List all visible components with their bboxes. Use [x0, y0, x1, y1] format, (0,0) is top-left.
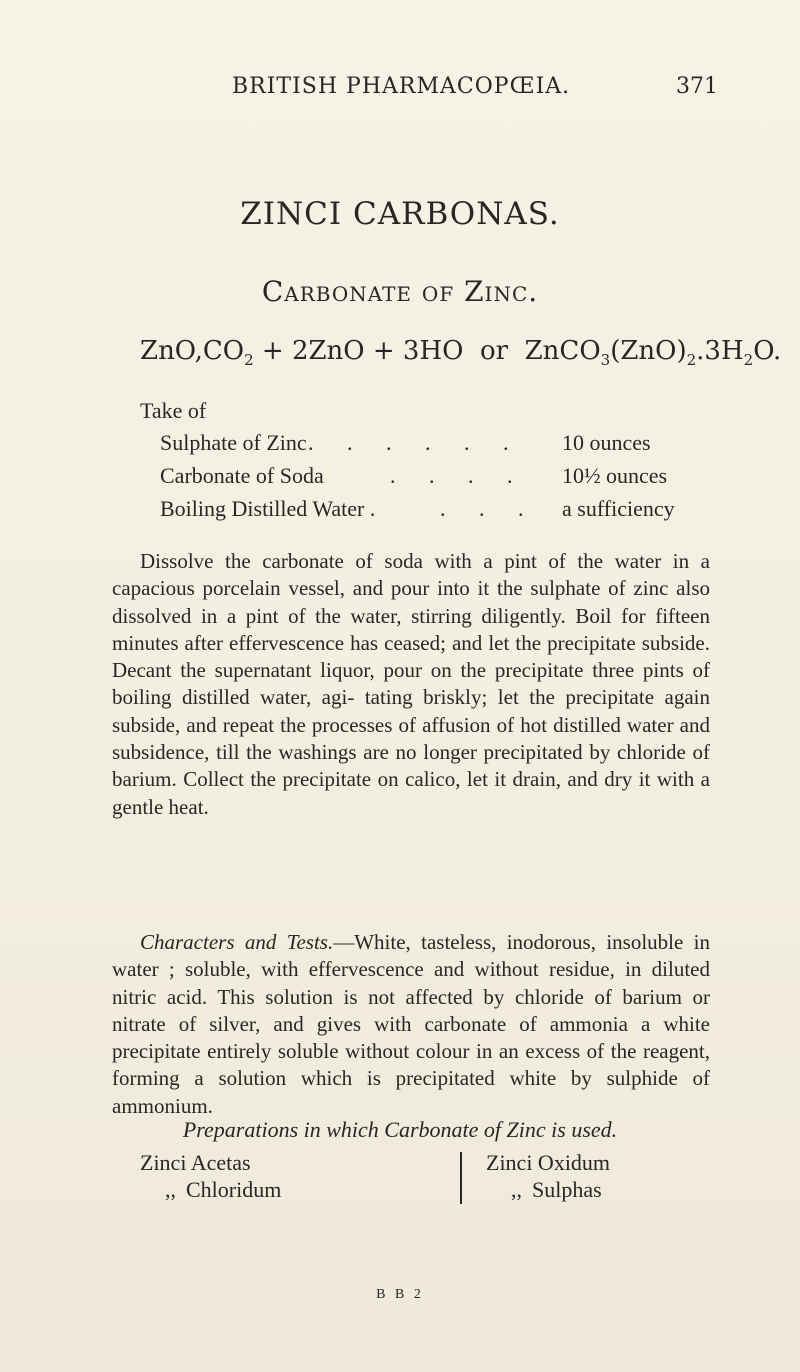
preparations-right-column	[486, 1149, 610, 1203]
preparation-item	[486, 1176, 610, 1203]
preparations-heading: Preparations in which Carbonate of Zinc is used.	[182, 1117, 618, 1142]
column-divider	[460, 1152, 462, 1204]
formula-part: + 2ZnO + 3HO	[253, 336, 464, 366]
preparation-item	[140, 1149, 281, 1176]
take-of-label: Take of	[140, 398, 207, 423]
formula-subscript: 2	[743, 351, 754, 370]
ingredient-name: Sulphate of Zinc	[160, 430, 307, 455]
running-header	[0, 70, 800, 106]
monograph-subtitle: Carbonate of Zinc.	[261, 275, 539, 308]
ingredient-row	[140, 463, 705, 496]
ingredient-name: Boiling Distilled Water .	[160, 496, 376, 521]
ingredient-row	[140, 496, 705, 529]
monograph-title: ZINCI CARBONAS.	[240, 196, 560, 232]
ingredient-amount: 10 ounces	[562, 430, 651, 455]
formula-or: or	[479, 336, 509, 366]
preparation-label: Chloridum	[186, 1177, 282, 1202]
formula-part: (ZnO)	[610, 336, 687, 366]
running-title: BRITISH PHARMACOPŒIA.	[232, 74, 571, 99]
preparations-left-column	[140, 1149, 281, 1203]
leader-dots: . . .	[440, 496, 538, 521]
formula-part: ZnO,CO	[140, 336, 245, 366]
signature-mark: B B 2	[376, 1287, 424, 1302]
preparation-item	[140, 1176, 281, 1203]
preparation-item	[486, 1149, 610, 1176]
formula-subscript: 2	[686, 351, 697, 370]
ditto-mark: ,,	[165, 1177, 176, 1202]
ingredient-row	[140, 430, 705, 463]
preparation-label: Zinci Oxidum	[486, 1150, 611, 1175]
preparation-label: Sulphas	[532, 1177, 602, 1202]
preparation-label: Zinci Acetas	[140, 1150, 251, 1175]
formula-part: O.	[753, 336, 782, 366]
characters-text: —White, tasteless, inodorous, insoluble in water ; soluble, with effervescence and without residue, in diluted nitric acid. This solution is not affected by chloride of barium or nitrate of silver, and gives with carbonate of ammonia a white precipitate entirely soluble without colour in an excess of the reagent, forming a solution which is precipitated white by sulphide of ammonium.	[112, 930, 710, 1118]
formula-part: ZnCO	[524, 336, 601, 366]
preparation-method-paragraph: Dissolve the carbonate of soda with a pint of the water in a capacious porcelain vessel, and pour into it the sulphate of zinc also dissolved in a pint of the water, stirring diligently. Boil for fifteen minutes after effervescence has ceased; and let the precipitate subside. Decant the supernatant liquor, pour on the precipitate three pints of boiling distilled water, agi- tating briskly; let the precipitate again subside, and repeat the processes of affusion of hot distilled water and subsidence, till the washings are no longer precipitated by chloride of barium. Collect the precipitate on calico, let it drain, and dry it with a gentle heat.	[112, 549, 710, 819]
leader-dots: . . . .	[390, 463, 527, 488]
ingredient-name: Carbonate of Soda	[160, 463, 324, 488]
ingredient-amount: 10½ ounces	[562, 463, 668, 488]
formula-part: .3H	[696, 336, 744, 366]
page-number: 371	[676, 74, 718, 99]
ditto-mark: ,,	[511, 1177, 522, 1202]
ingredient-list	[140, 430, 705, 529]
chemical-formula	[140, 336, 781, 369]
formula-subscript: 2	[244, 351, 254, 370]
characters-and-tests-paragraph	[112, 929, 710, 1120]
leader-dots: . . . . . .	[308, 430, 523, 455]
ingredient-amount: a sufficiency	[562, 496, 675, 521]
characters-label: Characters and Tests.	[140, 930, 334, 954]
formula-subscript: 3	[600, 351, 611, 370]
